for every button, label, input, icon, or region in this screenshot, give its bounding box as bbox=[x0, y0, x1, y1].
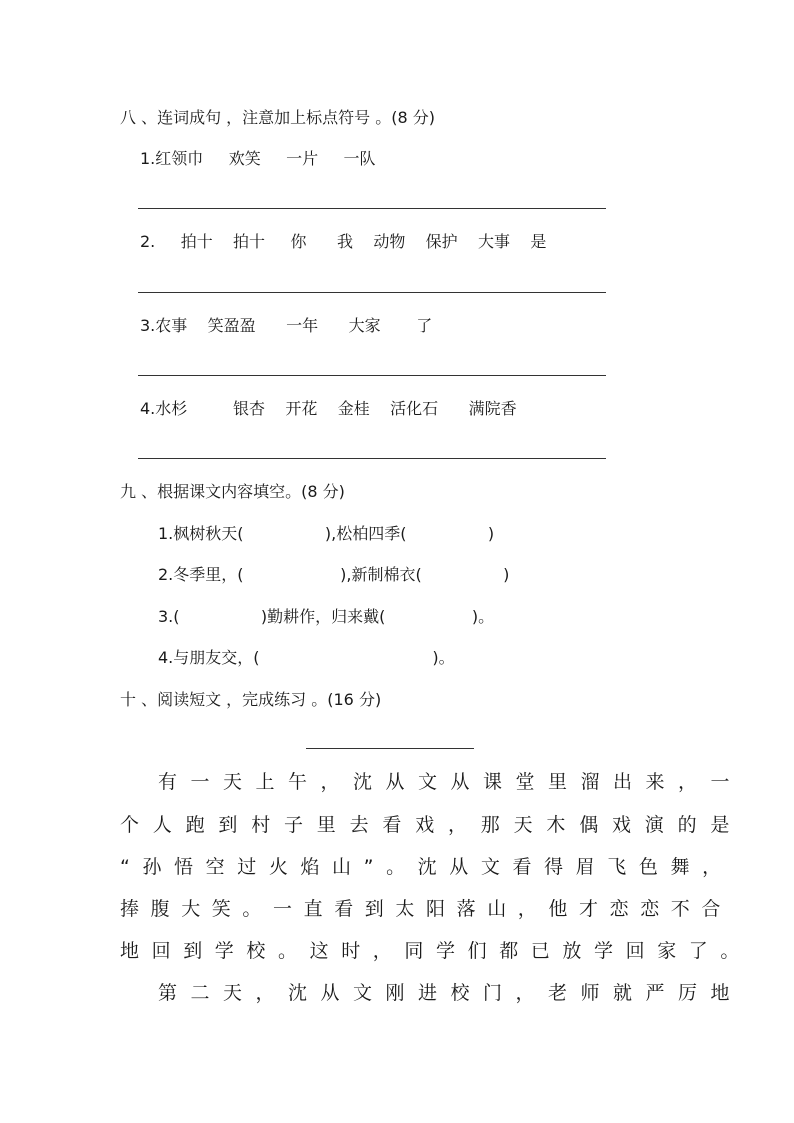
passage-line-3: “孙悟空过火焰山”。沈从文看得眉飞色舞， bbox=[120, 856, 734, 878]
section9-item-4: 4.与朋友交，( )。 bbox=[158, 648, 455, 667]
passage-line-6: 第二天，沈从文刚进校门，老师就严厉地 bbox=[158, 982, 744, 1004]
section8-item-3: 3.农事 笑盈盈 一年 大家 了 bbox=[140, 316, 433, 335]
section9-heading: 九 、根据课文内容填空。(8 分) bbox=[120, 482, 345, 501]
section9-item-2: 2.冬季里，( ),新制棉衣( ) bbox=[158, 565, 510, 584]
answer-line-1[interactable] bbox=[138, 208, 606, 209]
section10-heading: 十 、阅读短文 ，完成练习 。(16 分) bbox=[120, 690, 382, 709]
section8-item-4: 4.水杉 银杏 开花 金桂 活化石 满院香 bbox=[140, 399, 517, 418]
answer-line-2[interactable] bbox=[138, 292, 606, 293]
passage-line-1: 有一天上午，沈从文从课堂里溜出来，一 bbox=[158, 771, 744, 793]
answer-line-4[interactable] bbox=[138, 458, 606, 459]
passage-line-4: 捧腹大笑。一直看到太阳落山，他才恋恋不合 bbox=[120, 898, 733, 920]
section9-item-1: 1.枫树秋天( ),松柏四季( ) bbox=[158, 524, 495, 543]
section8-item-2: 2. 拍十 拍十 你 我 动物 保护 大事 是 bbox=[140, 232, 547, 251]
passage-line-2: 个人跑到村子里去看戏，那天木偶戏演的是 bbox=[120, 814, 744, 836]
passage-line-5: 地回到学校。这时，同学们都已放学回家了。 bbox=[120, 940, 753, 962]
title-blank-line[interactable] bbox=[306, 748, 474, 749]
answer-line-3[interactable] bbox=[138, 375, 606, 376]
section8-item-1: 1.红领巾 欢笑 一片 一队 bbox=[140, 149, 376, 168]
section8-heading: 八 、连词成句 ，注意加上标点符号 。(8 分) bbox=[120, 108, 436, 127]
section9-item-3: 3.( )勤耕作，归来戴( )。 bbox=[158, 607, 495, 626]
